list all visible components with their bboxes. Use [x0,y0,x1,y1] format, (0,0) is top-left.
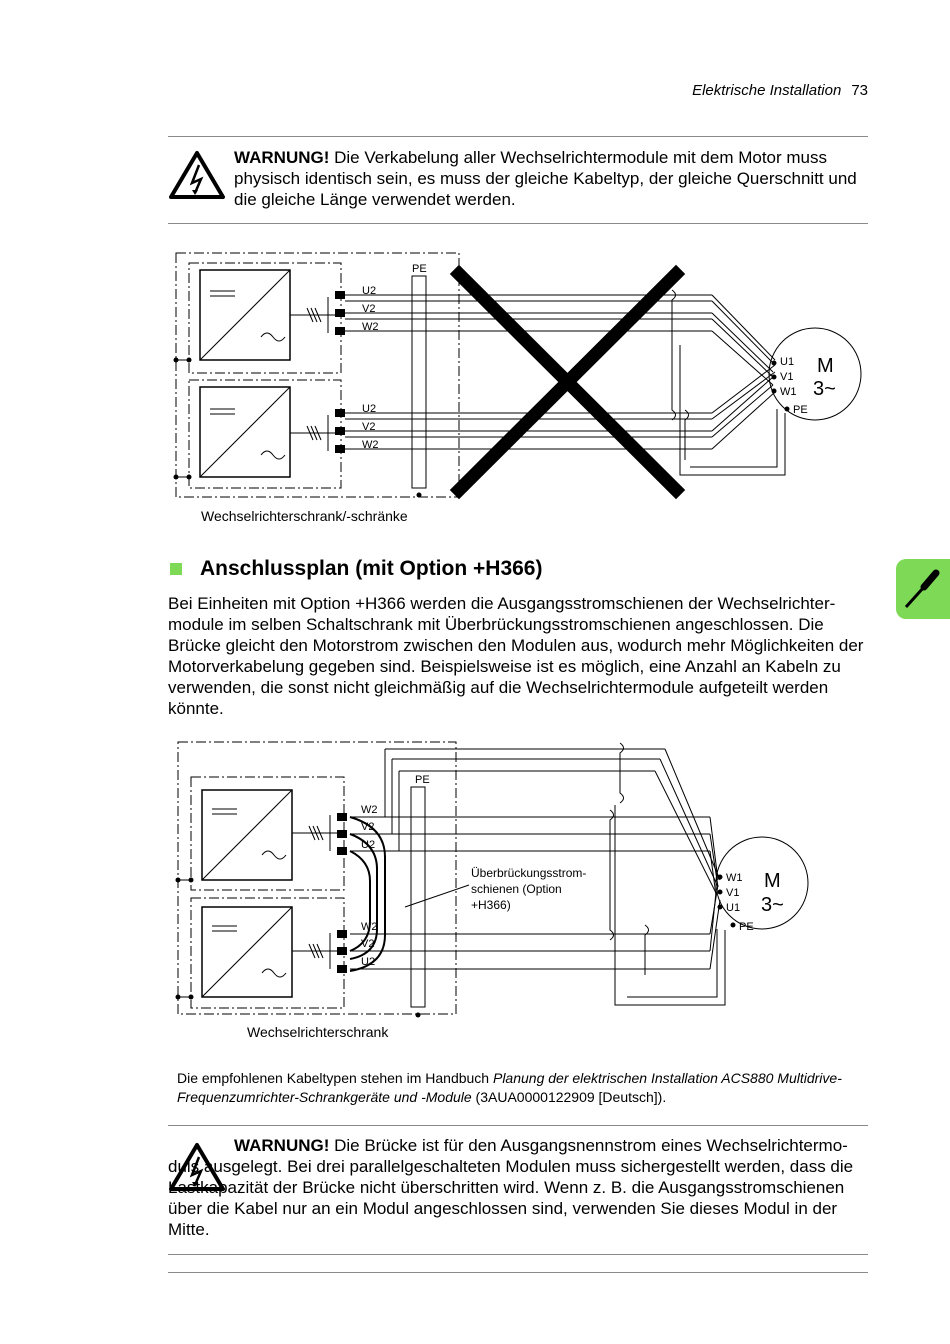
motor-terminal: W1 [780,386,797,398]
warning-1-text: Die Verkabelung aller Wechselrichtermodule mit dem Motor muss physisch identisch sein, es muss der gleiche Kabeltyp, der gleiche Querschnitt und die gleiche Länge verwendet werden. [234,148,857,209]
note-prefix: Die empfohlenen Kabeltypen stehen im Handbuch [177,1070,493,1086]
divider [168,223,868,224]
pe-label: PE [415,774,430,786]
page-header [692,82,868,99]
divider [168,1125,868,1126]
chapter-tab [896,559,950,619]
terminal-label: W2 [362,321,379,333]
warning-2-text: Die Brücke ist für den Ausgangsnennstrom eines Wechselrichtermoduls ausgelegt. Bei drei parallelgeschalteten Modulen muss sichergestellt werden, dass die Lastkapazität der Brücke nicht überschritten wird. Wenn z. B. die Ausgangsstromschienen über die Kabel nur an ein Modul angeschlossen sind, verwenden Sie dieses Modul in der Mitte. [168,1136,854,1239]
pe-label: PE [412,263,427,275]
divider [168,136,868,137]
wiring-diagram-h366 [165,735,875,1050]
diagram-caption: Wechselrichterschrank/-schränke [201,508,408,524]
warning-electricity-icon [168,150,226,200]
cable-note [177,1069,877,1107]
terminal-label: U2 [362,403,377,415]
warning-2 [168,1135,868,1240]
motor-terminal: V1 [780,371,794,383]
terminal-label: U2 [362,285,377,297]
motor-terminal: U1 [726,902,741,914]
wiring-diagram-incorrect [165,245,875,530]
note-manual-title: Planung der elektrischen Installation ACS880 Multidrive-Frequenzumrichter-Schrankgeräte und -Module [177,1070,842,1105]
motor-phases: 3~ [813,378,836,400]
motor-phases: 3~ [761,894,784,916]
diagram-caption: Wechselrichterschrank [247,1024,389,1040]
bridge-label: schienen (Option [471,882,562,896]
terminal-label: U2 [361,956,376,968]
terminal-label: U2 [361,839,376,851]
section-bullet [170,563,182,575]
motor-pe: PE [739,921,754,933]
motor-letter: M [764,870,781,892]
divider [168,1254,868,1255]
terminal-label: W2 [361,804,378,816]
warning-1-label: WARNUNG! [234,148,330,167]
warning-1 [234,147,864,210]
warning-2-label: WARNUNG! [234,1136,330,1155]
terminal-label: W2 [362,439,379,451]
page-number: 73 [851,82,868,99]
terminal-label: V2 [361,938,375,950]
terminal-label: V2 [362,421,376,433]
bridge-label: +H366) [471,898,511,912]
terminal-label: V2 [361,821,375,833]
screwdriver-icon [896,559,950,619]
motor-letter: M [817,355,834,377]
terminal-label: V2 [362,303,376,315]
motor-pe: PE [793,404,808,416]
motor-terminal: W1 [726,872,743,884]
bridge-label: Überbrückungsstrom- [471,866,587,880]
terminal-label: W2 [361,921,378,933]
motor-terminal: V1 [726,887,740,899]
footer-divider [168,1272,868,1273]
paragraph-text: Bei Einheiten mit Option +H366 werden die Ausgangsstromschienen der Wechselrichtermodule im selben Schaltschrank mit Überbrückungsstromschienen angeschlossen. Die Brücke gleicht den Motorstrom zwischen den Modulen aus, wodurch mehr Möglichkeiten der Motorverkabelung gegeben sind. Beispielsweise ist es möglich, eine Anzahl an Kabeln zu verwenden, die sonst nicht gleichmäßig auf die Wechselrichtermodule aufgeteilt werden könnte. [168,594,864,718]
body-paragraph [168,593,868,719]
note-suffix: (3AUA0000122909 [Deutsch]). [471,1089,667,1105]
motor-terminal: U1 [780,356,795,368]
section-title: Anschlussplan (mit Option +H366) [200,557,543,580]
header-section-title: Elektrische Installation [692,82,842,99]
